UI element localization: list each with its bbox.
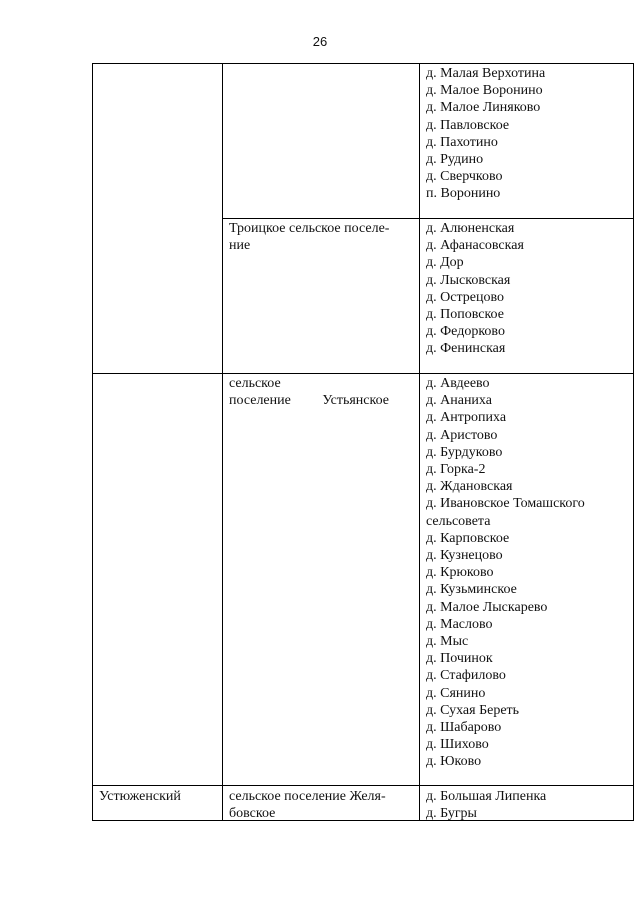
village-name: д. Павловское bbox=[426, 117, 510, 133]
village-name: д. Кузьминское bbox=[426, 582, 517, 598]
table-right-border bbox=[633, 63, 634, 821]
village-name: д. Дор bbox=[426, 255, 464, 271]
village-name: д. Карповское bbox=[426, 530, 510, 546]
column-divider bbox=[222, 63, 223, 821]
village-name: д. Шабарово bbox=[426, 720, 502, 736]
settlement-cell bbox=[229, 220, 389, 254]
village-name: д. Бурдуково bbox=[426, 444, 503, 460]
village-name: д. Мыс bbox=[426, 634, 469, 650]
table-left-border bbox=[92, 63, 93, 821]
village-name: д. Юково bbox=[426, 754, 482, 770]
page-number: 26 bbox=[312, 34, 328, 49]
settlement-name: поселение bbox=[229, 393, 291, 409]
village-name: д. Шихово bbox=[426, 737, 489, 753]
village-name: д. Ивановское Томашского bbox=[426, 496, 585, 512]
villages-cell bbox=[426, 788, 546, 822]
settlement-name: бовское bbox=[229, 806, 276, 822]
table-top-border bbox=[92, 63, 634, 64]
village-name: д. Лысковская bbox=[426, 272, 511, 288]
village-name: д. Стафилово bbox=[426, 668, 506, 684]
village-name: д. Ждановская bbox=[426, 479, 513, 495]
village-name: д. Малое Воронино bbox=[426, 83, 543, 99]
row-divider bbox=[92, 785, 634, 786]
village-name: д. Большая Липенка bbox=[426, 789, 547, 804]
village-name: д. Сверчково bbox=[426, 169, 503, 185]
row-divider bbox=[222, 218, 634, 219]
village-name: д. Маслово bbox=[426, 616, 493, 632]
village-name: д. Фенинская bbox=[426, 341, 506, 357]
village-name: д. Кузнецово bbox=[426, 548, 503, 564]
village-name: д. Горка-2 bbox=[426, 462, 486, 478]
settlement-name: ние bbox=[229, 238, 251, 254]
village-name: д. Аристово bbox=[426, 427, 498, 443]
village-name: д. Сянино bbox=[426, 685, 486, 701]
village-name: д. Малое Линяково bbox=[426, 100, 541, 116]
district-name: Устюженский bbox=[99, 789, 181, 804]
village-name: п. Воронино bbox=[426, 186, 501, 202]
village-name: д. Пахотино bbox=[426, 134, 498, 150]
village-name: сельсовета bbox=[426, 513, 491, 529]
villages-cell bbox=[426, 220, 524, 358]
settlement-cell bbox=[229, 788, 386, 822]
village-name: д. Острецово bbox=[426, 289, 504, 305]
village-name: д. Рудино bbox=[426, 152, 484, 168]
village-name: д. Алюненская bbox=[426, 221, 515, 236]
settlement-name: сельское bbox=[229, 376, 281, 391]
village-name: д. Сухая Береть bbox=[426, 702, 520, 718]
village-name: д. Крюково bbox=[426, 565, 494, 581]
row-divider bbox=[92, 373, 634, 374]
village-name: д. Бугры bbox=[426, 806, 477, 822]
village-name: д. Малое Лыскарево bbox=[426, 599, 548, 615]
village-name: д. Починок bbox=[426, 651, 493, 667]
village-name: д. Антропиха bbox=[426, 410, 507, 426]
district-cell bbox=[99, 788, 181, 805]
village-name: д. Малая Верхотина bbox=[426, 66, 546, 81]
village-name: д. Поповское bbox=[426, 307, 504, 323]
village-name: д. Федорково bbox=[426, 324, 505, 340]
villages-cell bbox=[426, 65, 545, 203]
village-name: д. Афанасовская bbox=[426, 238, 524, 254]
settlement-cell bbox=[229, 375, 389, 409]
column-divider bbox=[419, 63, 420, 821]
village-name: д. Ананиха bbox=[426, 393, 492, 409]
settlement-name: Троицкое сельское поселе- bbox=[229, 221, 390, 236]
settlement-name: Устьянское bbox=[322, 393, 389, 409]
villages-cell bbox=[426, 375, 585, 771]
settlement-name-line bbox=[229, 392, 389, 409]
village-name: д. Авдеево bbox=[426, 376, 490, 391]
settlement-name: сельское поселение Желя- bbox=[229, 789, 386, 804]
